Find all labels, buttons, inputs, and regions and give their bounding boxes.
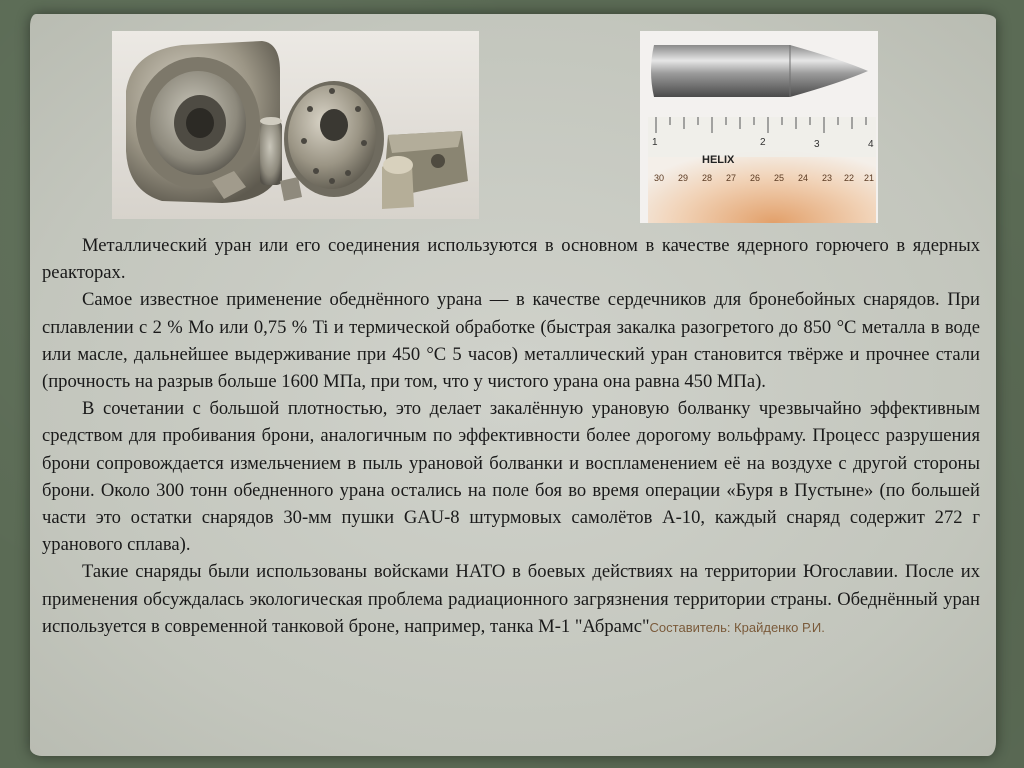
- ruler-inch-3: 3: [814, 139, 820, 150]
- ruler-brand: HELIX: [702, 154, 735, 166]
- author-credit: Составитель: Крайденко Р.И.: [649, 619, 825, 635]
- ruler-cm-30: 30: [654, 173, 665, 183]
- ruler-cm-23: 23: [822, 173, 833, 183]
- penetrator-on-ruler-illustration: [640, 31, 878, 223]
- ruler-cm-26: 26: [750, 173, 761, 183]
- ruler-cm-25: 25: [774, 173, 785, 183]
- uranium-parts-photo: [112, 31, 479, 219]
- ruler-cm-21: 21: [864, 173, 875, 183]
- ruler-cm-29: 29: [678, 173, 689, 183]
- ruler-inch-2: 2: [760, 137, 766, 148]
- slide-text: [42, 232, 980, 641]
- paragraph-4: [42, 558, 980, 641]
- paragraph-1: Металлический уран или его соединения используются в основном в качестве ядерного горючего в ядерных реакторах.: [42, 235, 980, 284]
- penetrator-rod-photo: [640, 31, 878, 223]
- ruler-cm-22: 22: [844, 173, 855, 183]
- uranium-parts-illustration: [112, 31, 479, 219]
- paragraph-3: В сочетании с большой плотностью, это делает закалённую урановую болванку чрезвычайно эффективным средством для пробивания брони, аналогичным по эффективности более дорогому вольфраму. Процесс разрушения брони сопровождается измельчением в пыль урановой болванки и воспламенением её на воздухе с другой стороны брони. Около 300 тонн обедненного урана остались на поле боя во время операции «Буря в Пустыне» (по большей части это остатки снарядов 30-мм пушки GAU-8 штурмовых самолётов A-10, каждый снаряд содержит 272 г уранового сплава).: [42, 398, 980, 556]
- ruler-cm-28: 28: [702, 173, 713, 183]
- ruler-cm-27: 27: [726, 173, 737, 183]
- ruler-inch-4: 4: [868, 139, 874, 150]
- ruler-cm-24: 24: [798, 173, 809, 183]
- paragraph-4-text: Такие снаряды были использованы войсками НАТО в боевых действиях на территории Югославии. После их применения обсуждалась экологическая проблема радиационного загрязнения территории страны. Обеднённый уран используется в современной танковой броне, например, танка М-1 "Абрамс": [42, 561, 980, 637]
- ruler-inch-1: 1: [652, 137, 658, 148]
- paragraph-2: Самое известное применение обеднённого урана — в качестве сердечников для бронебойных снарядов. При сплавлении с 2 % Mo или 0,75 % Ti и термической обработке (быстрая закалка разогретого до 850 °C металла в воде или масле, дальнейшее выдерживание при 450 °C 5 часов) металлический уран становится твёрже и прочнее стали (прочность на разрыв больше 1600 МПа, при том, что у чистого урана она равна 450 МПа).: [42, 289, 980, 393]
